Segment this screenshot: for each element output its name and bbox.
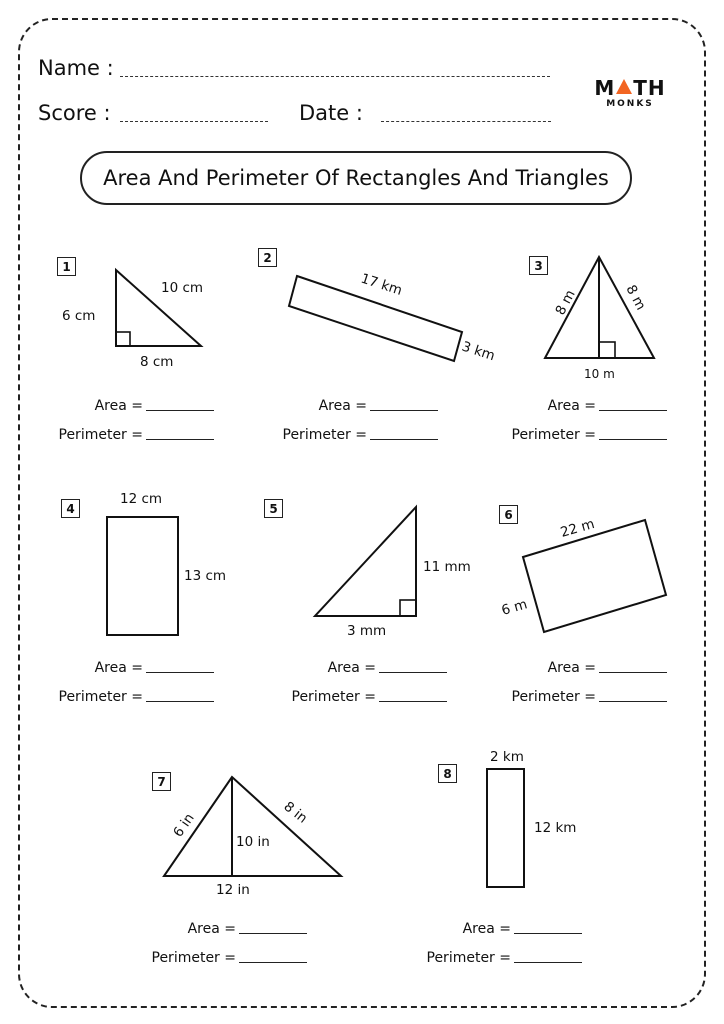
answer-area-6[interactable]: Area = [548, 660, 667, 676]
problem-number-4: 4 [61, 499, 80, 518]
answer-perimeter-6[interactable]: Perimeter = [512, 689, 668, 705]
figure-7-label-right: 8 in [280, 798, 311, 827]
figure-8-label-top: 2 km [490, 749, 524, 765]
problem-number-1: 1 [57, 257, 76, 276]
answer-perimeter-7[interactable]: Perimeter = [152, 950, 308, 966]
problem-number-5: 5 [264, 499, 283, 518]
problem-number-2: 2 [258, 248, 277, 267]
figure-8-rectangle [487, 769, 524, 887]
answer-area-1[interactable]: Area = [95, 398, 214, 414]
figure-7-label-base: 12 in [216, 882, 250, 898]
figure-4-rectangle [107, 517, 178, 635]
figure-8-label-side: 12 km [534, 820, 577, 836]
figure-1-label-hypotenuse: 10 cm [161, 280, 204, 296]
figure-5-label-height: 11 mm [423, 559, 471, 575]
figure-1-label-side: 6 cm [62, 308, 96, 324]
figure-5-label-base: 3 mm [347, 623, 387, 639]
figure-6-label-length: 22 m [558, 515, 597, 541]
score-label: Score : [38, 101, 111, 125]
answer-area-3[interactable]: Area = [548, 398, 667, 414]
answer-perimeter-1[interactable]: Perimeter = [59, 427, 215, 443]
date-label: Date : [299, 101, 363, 125]
figure-5-right-angle [400, 600, 416, 616]
answer-perimeter-4[interactable]: Perimeter = [59, 689, 215, 705]
answer-perimeter-2[interactable]: Perimeter = [283, 427, 439, 443]
figure-6-rectangle [523, 520, 666, 632]
figure-3-label-base: 10 m [584, 367, 615, 381]
figure-6-label-width: 6 m [499, 596, 530, 619]
figure-1-right-angle [116, 332, 130, 346]
answer-area-2[interactable]: Area = [319, 398, 438, 414]
problem-number-8: 8 [438, 764, 457, 783]
figure-7-label-height: 10 in [236, 834, 270, 850]
answer-area-4[interactable]: Area = [95, 660, 214, 676]
figure-7-label-left: 6 in [170, 810, 198, 841]
figure-2-label-width: 3 km [459, 338, 497, 365]
figure-4-label-side: 13 cm [184, 568, 227, 584]
problem-number-7: 7 [152, 772, 171, 791]
figure-3-right-angle [599, 342, 615, 358]
figure-3-label-right: 8 m [622, 282, 649, 313]
figure-4-label-top: 12 cm [120, 491, 163, 507]
worksheet-title-text: Area And Perimeter Of Rectangles And Triangles [103, 166, 609, 190]
answer-area-8[interactable]: Area = [463, 921, 582, 937]
answer-area-7[interactable]: Area = [188, 921, 307, 937]
answer-perimeter-5[interactable]: Perimeter = [292, 689, 448, 705]
problem-number-6: 6 [499, 505, 518, 524]
problem-number-3: 3 [529, 256, 548, 275]
answer-perimeter-3[interactable]: Perimeter = [512, 427, 668, 443]
figure-2-label-length: 17 km [358, 270, 405, 299]
math-monks-logo: M TH MONKS [594, 76, 666, 109]
answer-perimeter-8[interactable]: Perimeter = [427, 950, 583, 966]
figure-1-label-base: 8 cm [140, 354, 174, 370]
name-label: Name : [38, 56, 114, 80]
answer-area-5[interactable]: Area = [328, 660, 447, 676]
figure-3-label-left: 8 m [552, 287, 579, 318]
